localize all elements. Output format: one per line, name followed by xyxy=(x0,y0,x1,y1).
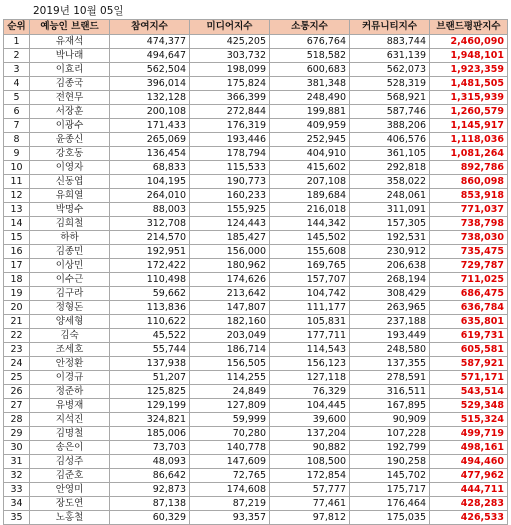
table-row xyxy=(4,175,508,189)
cell-media: 87,219 xyxy=(190,497,270,511)
cell-communication: 111,177 xyxy=(270,301,350,315)
table-header-row xyxy=(4,20,508,35)
cell-rank: 19 xyxy=(4,287,30,301)
cell-media: 124,443 xyxy=(190,217,270,231)
cell-community: 316,511 xyxy=(350,385,430,399)
table-row xyxy=(4,35,508,49)
cell-participation: 172,422 xyxy=(110,259,190,273)
cell-communication: 97,812 xyxy=(270,511,350,525)
cell-brand-index: 711,025 xyxy=(430,273,508,287)
cell-media: 198,099 xyxy=(190,63,270,77)
table-row xyxy=(4,483,508,497)
cell-brand-index: 498,161 xyxy=(430,441,508,455)
cell-name: 이광수 xyxy=(30,119,110,133)
cell-community: 192,799 xyxy=(350,441,430,455)
cell-communication: 189,684 xyxy=(270,189,350,203)
table-row xyxy=(4,119,508,133)
cell-brand-index: 636,784 xyxy=(430,301,508,315)
cell-rank: 33 xyxy=(4,483,30,497)
cell-brand-index: 853,918 xyxy=(430,189,508,203)
cell-rank: 20 xyxy=(4,301,30,315)
cell-participation: 125,825 xyxy=(110,385,190,399)
cell-brand-index: 2,460,090 xyxy=(430,35,508,49)
header-rank: 순위 xyxy=(4,20,30,35)
cell-media: 178,794 xyxy=(190,147,270,161)
cell-media: 147,807 xyxy=(190,301,270,315)
table-row xyxy=(4,469,508,483)
cell-name: 윤종신 xyxy=(30,133,110,147)
cell-name: 이상민 xyxy=(30,259,110,273)
cell-media: 366,399 xyxy=(190,91,270,105)
cell-brand-index: 515,324 xyxy=(430,413,508,427)
cell-participation: 92,873 xyxy=(110,483,190,497)
cell-communication: 248,490 xyxy=(270,91,350,105)
table-row xyxy=(4,343,508,357)
cell-communication: 77,461 xyxy=(270,497,350,511)
cell-brand-index: 860,098 xyxy=(430,175,508,189)
cell-brand-index: 426,533 xyxy=(430,511,508,525)
cell-media: 213,642 xyxy=(190,287,270,301)
cell-name: 정형돈 xyxy=(30,301,110,315)
header-participation: 참여지수 xyxy=(110,20,190,35)
cell-communication: 216,018 xyxy=(270,203,350,217)
cell-community: 311,091 xyxy=(350,203,430,217)
cell-brand-index: 1,923,359 xyxy=(430,63,508,77)
cell-brand-index: 619,731 xyxy=(430,329,508,343)
cell-name: 하하 xyxy=(30,231,110,245)
cell-community: 361,105 xyxy=(350,147,430,161)
cell-participation: 324,821 xyxy=(110,413,190,427)
cell-participation: 104,195 xyxy=(110,175,190,189)
cell-rank: 24 xyxy=(4,357,30,371)
cell-community: 230,912 xyxy=(350,245,430,259)
cell-name: 박나래 xyxy=(30,49,110,63)
cell-communication: 404,910 xyxy=(270,147,350,161)
cell-participation: 110,622 xyxy=(110,315,190,329)
cell-communication: 409,959 xyxy=(270,119,350,133)
table-row xyxy=(4,133,508,147)
table-row xyxy=(4,147,508,161)
cell-name: 신동엽 xyxy=(30,175,110,189)
cell-participation: 474,377 xyxy=(110,35,190,49)
cell-communication: 381,348 xyxy=(270,77,350,91)
cell-brand-index: 892,786 xyxy=(430,161,508,175)
cell-rank: 34 xyxy=(4,497,30,511)
cell-community: 190,258 xyxy=(350,455,430,469)
cell-community: 137,355 xyxy=(350,357,430,371)
cell-community: 90,909 xyxy=(350,413,430,427)
cell-community: 192,531 xyxy=(350,231,430,245)
cell-participation: 171,433 xyxy=(110,119,190,133)
table-row xyxy=(4,287,508,301)
cell-community: 406,576 xyxy=(350,133,430,147)
cell-rank: 4 xyxy=(4,77,30,91)
table-row xyxy=(4,497,508,511)
header-community: 커뮤니티지수 xyxy=(350,20,430,35)
cell-communication: 600,683 xyxy=(270,63,350,77)
cell-rank: 12 xyxy=(4,189,30,203)
cell-media: 180,962 xyxy=(190,259,270,273)
cell-community: 167,895 xyxy=(350,399,430,413)
cell-name: 장도연 xyxy=(30,497,110,511)
cell-media: 155,925 xyxy=(190,203,270,217)
cell-communication: 155,608 xyxy=(270,245,350,259)
cell-media: 70,280 xyxy=(190,427,270,441)
cell-rank: 30 xyxy=(4,441,30,455)
cell-rank: 31 xyxy=(4,455,30,469)
table-row xyxy=(4,413,508,427)
cell-brand-index: 543,514 xyxy=(430,385,508,399)
cell-brand-index: 494,460 xyxy=(430,455,508,469)
cell-rank: 10 xyxy=(4,161,30,175)
cell-media: 24,849 xyxy=(190,385,270,399)
table-row xyxy=(4,161,508,175)
cell-media: 425,205 xyxy=(190,35,270,49)
table-row xyxy=(4,245,508,259)
cell-media: 203,049 xyxy=(190,329,270,343)
cell-community: 358,022 xyxy=(350,175,430,189)
cell-community: 145,702 xyxy=(350,469,430,483)
cell-name: 이수근 xyxy=(30,273,110,287)
cell-participation: 73,703 xyxy=(110,441,190,455)
cell-participation: 55,744 xyxy=(110,343,190,357)
table-row xyxy=(4,315,508,329)
cell-participation: 312,708 xyxy=(110,217,190,231)
cell-community: 248,580 xyxy=(350,343,430,357)
cell-rank: 32 xyxy=(4,469,30,483)
cell-media: 156,505 xyxy=(190,357,270,371)
cell-communication: 108,500 xyxy=(270,455,350,469)
cell-media: 303,732 xyxy=(190,49,270,63)
cell-rank: 13 xyxy=(4,203,30,217)
header-brand-index: 브랜드평판지수 xyxy=(430,20,508,35)
cell-communication: 76,329 xyxy=(270,385,350,399)
cell-name: 김명철 xyxy=(30,427,110,441)
cell-name: 안영미 xyxy=(30,483,110,497)
cell-rank: 7 xyxy=(4,119,30,133)
cell-media: 156,000 xyxy=(190,245,270,259)
cell-media: 147,609 xyxy=(190,455,270,469)
cell-name: 양세형 xyxy=(30,315,110,329)
cell-communication: 415,602 xyxy=(270,161,350,175)
cell-rank: 18 xyxy=(4,273,30,287)
cell-brand-index: 686,475 xyxy=(430,287,508,301)
cell-brand-index: 605,581 xyxy=(430,343,508,357)
cell-rank: 27 xyxy=(4,399,30,413)
cell-brand-index: 1,118,036 xyxy=(430,133,508,147)
cell-communication: 157,707 xyxy=(270,273,350,287)
cell-communication: 177,711 xyxy=(270,329,350,343)
table-row xyxy=(4,273,508,287)
cell-rank: 15 xyxy=(4,231,30,245)
cell-participation: 136,454 xyxy=(110,147,190,161)
cell-community: 883,744 xyxy=(350,35,430,49)
cell-participation: 48,093 xyxy=(110,455,190,469)
cell-participation: 45,522 xyxy=(110,329,190,343)
table-row xyxy=(4,259,508,273)
cell-name: 김성주 xyxy=(30,455,110,469)
date-label: 2019년 10월 05일 xyxy=(33,5,124,17)
cell-rank: 2 xyxy=(4,49,30,63)
cell-community: 176,464 xyxy=(350,497,430,511)
cell-name: 이효리 xyxy=(30,63,110,77)
cell-participation: 185,006 xyxy=(110,427,190,441)
cell-media: 160,233 xyxy=(190,189,270,203)
cell-participation: 265,069 xyxy=(110,133,190,147)
cell-rank: 21 xyxy=(4,315,30,329)
cell-name: 김종국 xyxy=(30,77,110,91)
cell-communication: 114,543 xyxy=(270,343,350,357)
cell-communication: 172,854 xyxy=(270,469,350,483)
cell-brand-index: 499,719 xyxy=(430,427,508,441)
cell-communication: 104,445 xyxy=(270,399,350,413)
table-row xyxy=(4,217,508,231)
cell-communication: 145,502 xyxy=(270,231,350,245)
cell-participation: 132,128 xyxy=(110,91,190,105)
cell-rank: 9 xyxy=(4,147,30,161)
cell-brand-index: 571,171 xyxy=(430,371,508,385)
cell-community: 157,305 xyxy=(350,217,430,231)
cell-participation: 113,836 xyxy=(110,301,190,315)
cell-name: 송은이 xyxy=(30,441,110,455)
cell-brand-index: 587,921 xyxy=(430,357,508,371)
cell-media: 140,778 xyxy=(190,441,270,455)
cell-communication: 156,123 xyxy=(270,357,350,371)
cell-communication: 207,108 xyxy=(270,175,350,189)
cell-rank: 14 xyxy=(4,217,30,231)
table-row xyxy=(4,357,508,371)
cell-communication: 137,204 xyxy=(270,427,350,441)
cell-name: 이영자 xyxy=(30,161,110,175)
brand-ranking-table xyxy=(3,19,508,525)
cell-name: 김숙 xyxy=(30,329,110,343)
cell-rank: 17 xyxy=(4,259,30,273)
cell-brand-index: 1,481,505 xyxy=(430,77,508,91)
cell-media: 272,844 xyxy=(190,105,270,119)
cell-community: 175,035 xyxy=(350,511,430,525)
cell-media: 114,255 xyxy=(190,371,270,385)
cell-rank: 23 xyxy=(4,343,30,357)
cell-communication: 104,742 xyxy=(270,287,350,301)
cell-name: 김구라 xyxy=(30,287,110,301)
cell-name: 지석진 xyxy=(30,413,110,427)
cell-communication: 39,600 xyxy=(270,413,350,427)
cell-name: 박명수 xyxy=(30,203,110,217)
cell-community: 107,228 xyxy=(350,427,430,441)
cell-rank: 16 xyxy=(4,245,30,259)
cell-rank: 28 xyxy=(4,413,30,427)
table-row xyxy=(4,511,508,525)
table-row xyxy=(4,63,508,77)
cell-communication: 169,765 xyxy=(270,259,350,273)
cell-participation: 51,207 xyxy=(110,371,190,385)
cell-name: 전현무 xyxy=(30,91,110,105)
cell-communication: 105,831 xyxy=(270,315,350,329)
cell-media: 182,160 xyxy=(190,315,270,329)
cell-communication: 252,945 xyxy=(270,133,350,147)
cell-brand-index: 635,801 xyxy=(430,315,508,329)
table-row xyxy=(4,399,508,413)
cell-name: 유희열 xyxy=(30,189,110,203)
cell-brand-index: 738,798 xyxy=(430,217,508,231)
cell-brand-index: 529,348 xyxy=(430,399,508,413)
cell-name: 정준하 xyxy=(30,385,110,399)
table-row xyxy=(4,301,508,315)
cell-rank: 29 xyxy=(4,427,30,441)
cell-brand-index: 1,081,264 xyxy=(430,147,508,161)
table-row xyxy=(4,441,508,455)
cell-media: 176,319 xyxy=(190,119,270,133)
cell-community: 292,818 xyxy=(350,161,430,175)
cell-community: 248,061 xyxy=(350,189,430,203)
cell-brand-index: 428,283 xyxy=(430,497,508,511)
cell-brand-index: 1,948,101 xyxy=(430,49,508,63)
cell-media: 186,714 xyxy=(190,343,270,357)
cell-participation: 264,010 xyxy=(110,189,190,203)
cell-media: 174,608 xyxy=(190,483,270,497)
table-row xyxy=(4,427,508,441)
cell-communication: 144,342 xyxy=(270,217,350,231)
cell-name: 이경규 xyxy=(30,371,110,385)
table-row xyxy=(4,455,508,469)
cell-name: 김종민 xyxy=(30,245,110,259)
cell-media: 72,765 xyxy=(190,469,270,483)
cell-community: 263,965 xyxy=(350,301,430,315)
cell-name: 유재석 xyxy=(30,35,110,49)
cell-participation: 200,108 xyxy=(110,105,190,119)
cell-community: 631,139 xyxy=(350,49,430,63)
cell-name: 안정환 xyxy=(30,357,110,371)
table-row xyxy=(4,231,508,245)
cell-name: 김희철 xyxy=(30,217,110,231)
cell-media: 174,626 xyxy=(190,273,270,287)
table-row xyxy=(4,189,508,203)
cell-community: 206,638 xyxy=(350,259,430,273)
cell-participation: 60,329 xyxy=(110,511,190,525)
cell-media: 127,809 xyxy=(190,399,270,413)
cell-community: 568,921 xyxy=(350,91,430,105)
cell-name: 노홍철 xyxy=(30,511,110,525)
cell-rank: 5 xyxy=(4,91,30,105)
header-name: 예능인 브랜드 xyxy=(30,20,110,35)
cell-rank: 22 xyxy=(4,329,30,343)
cell-community: 308,429 xyxy=(350,287,430,301)
cell-brand-index: 1,145,917 xyxy=(430,119,508,133)
cell-brand-index: 1,315,939 xyxy=(430,91,508,105)
cell-participation: 68,833 xyxy=(110,161,190,175)
cell-participation: 214,570 xyxy=(110,231,190,245)
cell-participation: 129,199 xyxy=(110,399,190,413)
cell-participation: 87,138 xyxy=(110,497,190,511)
cell-rank: 11 xyxy=(4,175,30,189)
table-row xyxy=(4,385,508,399)
cell-community: 175,717 xyxy=(350,483,430,497)
cell-media: 190,773 xyxy=(190,175,270,189)
cell-community: 562,073 xyxy=(350,63,430,77)
cell-brand-index: 477,962 xyxy=(430,469,508,483)
cell-media: 193,446 xyxy=(190,133,270,147)
cell-participation: 494,647 xyxy=(110,49,190,63)
cell-rank: 3 xyxy=(4,63,30,77)
cell-participation: 88,003 xyxy=(110,203,190,217)
cell-communication: 199,881 xyxy=(270,105,350,119)
cell-brand-index: 444,711 xyxy=(430,483,508,497)
cell-rank: 6 xyxy=(4,105,30,119)
cell-participation: 110,498 xyxy=(110,273,190,287)
cell-brand-index: 1,260,579 xyxy=(430,105,508,119)
cell-participation: 396,014 xyxy=(110,77,190,91)
table-row xyxy=(4,91,508,105)
cell-rank: 35 xyxy=(4,511,30,525)
cell-community: 587,746 xyxy=(350,105,430,119)
cell-rank: 1 xyxy=(4,35,30,49)
cell-rank: 26 xyxy=(4,385,30,399)
cell-participation: 192,951 xyxy=(110,245,190,259)
cell-participation: 137,938 xyxy=(110,357,190,371)
table-row xyxy=(4,203,508,217)
table-row xyxy=(4,371,508,385)
table-row xyxy=(4,105,508,119)
cell-participation: 59,662 xyxy=(110,287,190,301)
cell-rank: 25 xyxy=(4,371,30,385)
cell-community: 268,194 xyxy=(350,273,430,287)
cell-name: 서장훈 xyxy=(30,105,110,119)
table-row xyxy=(4,329,508,343)
cell-community: 237,188 xyxy=(350,315,430,329)
cell-brand-index: 738,030 xyxy=(430,231,508,245)
cell-communication: 57,777 xyxy=(270,483,350,497)
cell-media: 115,533 xyxy=(190,161,270,175)
cell-media: 93,357 xyxy=(190,511,270,525)
cell-participation: 562,504 xyxy=(110,63,190,77)
cell-media: 185,427 xyxy=(190,231,270,245)
table-body xyxy=(4,35,508,525)
cell-community: 528,319 xyxy=(350,77,430,91)
cell-community: 193,449 xyxy=(350,329,430,343)
cell-name: 유병재 xyxy=(30,399,110,413)
cell-name: 조세호 xyxy=(30,343,110,357)
cell-media: 59,999 xyxy=(190,413,270,427)
cell-media: 175,824 xyxy=(190,77,270,91)
cell-community: 388,206 xyxy=(350,119,430,133)
cell-communication: 676,764 xyxy=(270,35,350,49)
cell-name: 강호동 xyxy=(30,147,110,161)
cell-name: 김준호 xyxy=(30,469,110,483)
cell-brand-index: 729,787 xyxy=(430,259,508,273)
table-row xyxy=(4,49,508,63)
cell-participation: 86,642 xyxy=(110,469,190,483)
cell-rank: 8 xyxy=(4,133,30,147)
header-media: 미디어지수 xyxy=(190,20,270,35)
cell-brand-index: 771,037 xyxy=(430,203,508,217)
cell-communication: 518,582 xyxy=(270,49,350,63)
table-row xyxy=(4,77,508,91)
header-communication: 소통지수 xyxy=(270,20,350,35)
cell-brand-index: 735,475 xyxy=(430,245,508,259)
cell-communication: 90,882 xyxy=(270,441,350,455)
cell-community: 278,591 xyxy=(350,371,430,385)
cell-communication: 127,118 xyxy=(270,371,350,385)
